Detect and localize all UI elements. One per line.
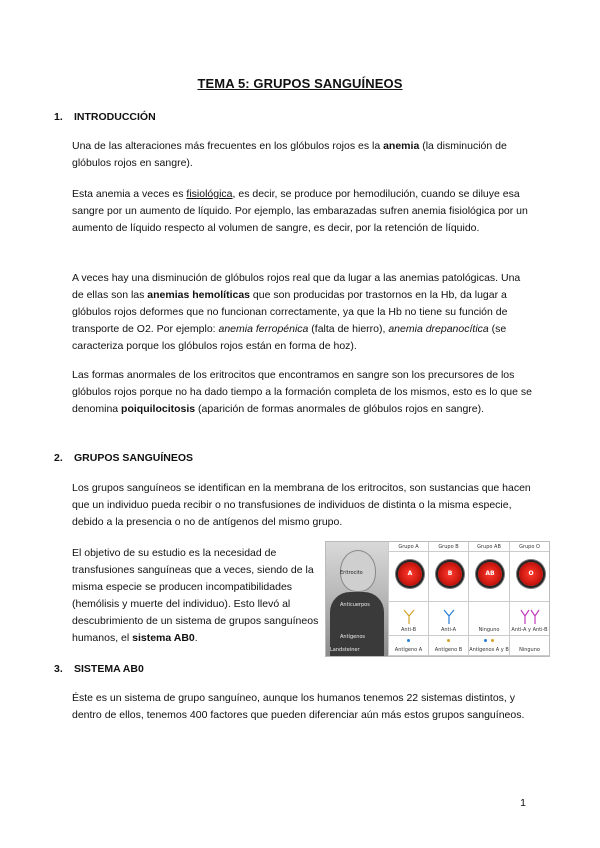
portrait-label: Antígenos	[340, 634, 366, 640]
column-header: Grupo B	[428, 542, 468, 552]
column-header: Grupo A	[388, 542, 428, 552]
antibody-label: Anti-A	[440, 627, 457, 633]
antigen-icon	[407, 639, 410, 642]
antibody-icon	[518, 606, 542, 626]
antibody-cell	[428, 602, 468, 636]
text-run: Esta anemia a veces es	[72, 188, 187, 200]
section-title: GRUPOS SANGUÍNEOS	[74, 452, 194, 464]
document-title: TEMA 5: GRUPOS SANGUÍNEOS	[197, 76, 403, 91]
text-run: , es decir, se produce por hemodilución, cuando se diluye esa sangre por un aumento de líquido. Por ejemplo, las embarazadas sufren anemia fisiológica por un aumento de líquido respecto al volumen de sangre, es decir, por la retención de líquido.	[72, 188, 528, 234]
antigen-label: Antígenos A y B	[469, 647, 509, 653]
antigen-label: Antígeno B	[434, 647, 463, 653]
term-sistema-ab0: sistema AB0	[132, 632, 195, 644]
paragraph-objetivo	[72, 545, 322, 647]
cell-marker: A	[407, 570, 413, 577]
antigen-label: Ninguno	[519, 647, 540, 653]
column-header: Grupo O	[509, 542, 549, 552]
red-cell-b	[428, 552, 468, 602]
text-run: El objetivo de su estudio es la necesidad de transfusiones sanguíneas que a veces, siendo de la misma especie se producen incompatibilidades (hemólisis y muerte del individuo). Esto llevó al descubrimiento de un sistema de grupos sanguíneos humanos, el	[72, 547, 319, 644]
antigen-label: Antígeno A	[394, 647, 423, 653]
page-number: 1	[520, 797, 526, 809]
paragraph-poiquilocitosis	[72, 367, 534, 418]
section-heading-introduccion	[54, 111, 156, 123]
antigen-icon	[447, 639, 450, 642]
antigen-cell	[509, 636, 549, 656]
text-run: A veces hay una disminución de glóbulos rojos real que da lugar a las anemias patológicas. Una de ellas son las	[72, 272, 521, 301]
cell-marker: B	[447, 570, 453, 577]
antigen-icon	[484, 639, 487, 642]
red-cell-o	[509, 552, 549, 602]
antibody-label: Anti-A y Anti-B	[511, 627, 548, 633]
section-number: 3.	[54, 663, 63, 675]
paragraph-grupos-sanguineos	[72, 480, 534, 531]
section-heading-grupos	[54, 452, 193, 464]
paragraph-sistema-ab0	[72, 690, 534, 724]
term-poiquilocitosis: poiquilocitosis	[121, 403, 196, 415]
antibody-cell	[388, 602, 428, 636]
paragraph-anemia	[72, 138, 534, 172]
red-cell-ab	[468, 552, 509, 602]
portrait-image	[326, 542, 388, 656]
text-run: Una de las alteraciones más frecuentes en los glóbulos rojos es la	[72, 140, 384, 152]
text-run: .	[194, 632, 198, 644]
text-run: Los grupos sanguíneos se identifican en la membrana de los eritrocitos, son sustancias que hacen que un individuo pueda recibir o no transfusiones de individuos de distinta o la misma especie, debido a la presencia o no de antígenos del mismo grupo.	[72, 482, 531, 528]
text-run: Las formas anormales de los eritrocitos que encontramos en sangre son los precursores de los glóbulos rojos porque no ha dado tiempo a la formación completa de los mismos, esto es lo que se denomina	[72, 369, 532, 415]
antibody-label: Anti-B	[401, 627, 416, 633]
text-run: que son producidas por trastornos en la Hb, da lugar a glóbulos rojos deformes que no funcionan correctamente, ya que la Hb no tiene su función de transporte de O2. Por ejemplo:	[72, 289, 508, 335]
red-blood-cell-icon	[478, 562, 502, 586]
antibody-cell	[509, 602, 549, 636]
paragraph-fisiologica	[72, 186, 534, 237]
text-run: (falta de hierro),	[308, 323, 389, 335]
term-anemia: anemia	[383, 140, 420, 152]
antibody-cell	[468, 602, 509, 636]
cell-marker: AB	[485, 570, 495, 577]
section-number: 2.	[54, 452, 63, 464]
red-blood-cell-icon	[519, 562, 543, 586]
antigen-cell	[468, 636, 509, 656]
section-title: SISTEMA AB0	[74, 663, 144, 675]
column-header: Grupo AB	[468, 542, 509, 552]
text-run: (aparición de formas anormales de glóbulos rojos en sangre).	[195, 403, 485, 415]
section-heading-sistema-ab0	[54, 663, 144, 675]
antigen-cell	[388, 636, 428, 656]
portrait-label: Eritrocito	[340, 570, 363, 576]
antigen-icon	[491, 639, 494, 642]
paragraph-anemias-patologicas	[72, 270, 534, 355]
red-blood-cell-icon	[398, 562, 422, 586]
antibody-icon	[437, 606, 461, 626]
red-cell-a	[388, 552, 428, 602]
section-title: INTRODUCCIÓN	[74, 111, 156, 123]
antibody-label: Ninguno	[478, 627, 500, 633]
portrait-caption: Landsteiner	[330, 647, 360, 653]
text-run: (la disminución de glóbulos rojos en sangre).	[72, 140, 507, 169]
section-number: 1.	[54, 111, 63, 123]
antibody-icon	[397, 606, 421, 626]
red-blood-cell-icon	[438, 562, 462, 586]
term-anemias-hemoliticas: anemias hemolíticas	[147, 289, 251, 301]
blood-group-table	[388, 542, 549, 656]
term-fisiologica: fisiológica	[186, 188, 233, 200]
term-anemia-drepanocitica: anemia drepanocítica	[388, 323, 489, 335]
antigen-cell	[428, 636, 468, 656]
term-anemia-ferropenica: anemia ferropénica	[218, 323, 309, 335]
blood-groups-figure	[325, 541, 550, 657]
cell-marker: O	[528, 570, 534, 577]
text-run: (se caracteriza porque los glóbulos rojos están en forma de hoz).	[72, 323, 507, 352]
portrait-label: Anticuerpos	[340, 602, 370, 608]
text-run: Éste es un sistema de grupo sanguíneo, aunque los humanos tenemos 22 sistemas distintos, y dentro de ellos, tenemos 400 factores que pueden diferenciar aún más estos grupos sanguíneos.	[72, 692, 525, 721]
